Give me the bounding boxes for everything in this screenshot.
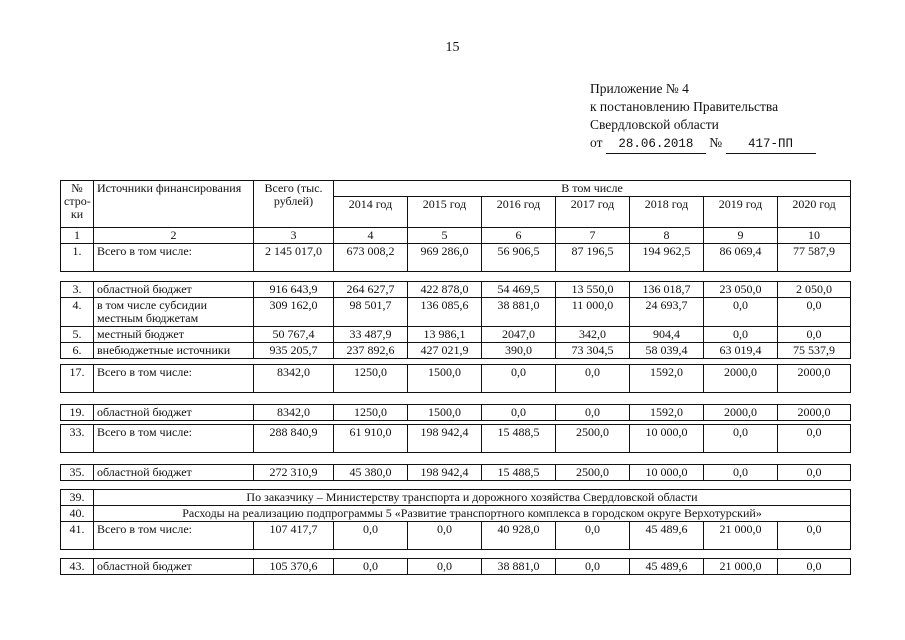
- funding-source: местный бюджет: [94, 327, 254, 343]
- year-value: 342,0: [556, 327, 630, 343]
- header-row-number: № стро-ки: [61, 181, 94, 228]
- number-prefix: №: [709, 135, 723, 150]
- year-value: 38 881,0: [482, 559, 556, 575]
- year-value: 0,0: [778, 327, 851, 343]
- table-fragment: [60, 424, 851, 453]
- funding-source: областной бюджет: [94, 405, 254, 421]
- year-value: 0,0: [556, 365, 630, 393]
- year-value: 13 986,1: [408, 327, 482, 343]
- year-value: 2000,0: [778, 365, 851, 393]
- year-value: 0,0: [556, 405, 630, 421]
- year-value: 45 489,6: [630, 522, 704, 550]
- header-year: 2017 год: [556, 197, 630, 228]
- page-number: 15: [445, 40, 460, 55]
- table-row: [61, 425, 851, 453]
- funding-source: внебюджетные источники: [94, 343, 254, 359]
- row-number: 41.: [61, 522, 94, 550]
- year-value: 58 039,4: [630, 343, 704, 359]
- total-value: 288 840,9: [254, 425, 334, 453]
- table-fragment: [60, 489, 851, 550]
- section-heading: Расходы на реализацию подпрограммы 5 «Развитие транспортного комплекса в городском округе Верхотурский»: [94, 506, 851, 522]
- year-value: 15 488,5: [482, 465, 556, 481]
- column-number: 1: [61, 228, 94, 244]
- funding-source: Всего в том числе:: [94, 365, 254, 393]
- row-number: 19.: [61, 405, 94, 421]
- funding-source: областной бюджет: [94, 559, 254, 575]
- year-value: 56 906,5: [482, 244, 556, 272]
- funding-source: в том числе субсидии местным бюджетам: [94, 298, 254, 327]
- year-value: 198 942,4: [408, 465, 482, 481]
- year-value: 87 196,5: [556, 244, 630, 272]
- year-value: 0,0: [778, 522, 851, 550]
- row-number: 39.: [61, 490, 94, 506]
- table-row: [61, 298, 851, 327]
- year-value: 264 627,7: [334, 282, 408, 298]
- decree-number: 417-ПП: [726, 135, 816, 154]
- total-value: 8342,0: [254, 365, 334, 393]
- year-value: 10 000,0: [630, 425, 704, 453]
- table-fragment: [60, 364, 851, 393]
- year-value: 1250,0: [334, 365, 408, 393]
- date-prefix: от: [590, 135, 603, 150]
- row-number: 5.: [61, 327, 94, 343]
- year-value: 0,0: [704, 465, 778, 481]
- header-including: В том числе: [334, 181, 851, 197]
- header-year: 2015 год: [408, 197, 482, 228]
- year-value: 2047,0: [482, 327, 556, 343]
- table-fragment: [60, 281, 851, 359]
- total-value: 107 417,7: [254, 522, 334, 550]
- year-value: 1250,0: [334, 405, 408, 421]
- total-value: 272 310,9: [254, 465, 334, 481]
- year-value: 2500,0: [556, 465, 630, 481]
- year-value: 75 537,9: [778, 343, 851, 359]
- year-value: 38 881,0: [482, 298, 556, 327]
- year-value: 21 000,0: [704, 559, 778, 575]
- year-value: 21 000,0: [704, 522, 778, 550]
- table-row: [61, 327, 851, 343]
- column-numbers-row: [61, 228, 851, 244]
- year-value: 969 286,0: [408, 244, 482, 272]
- table-row: [61, 343, 851, 359]
- table-row: [61, 365, 851, 393]
- year-value: 390,0: [482, 343, 556, 359]
- year-value: 194 962,5: [630, 244, 704, 272]
- funding-source: Всего в том числе:: [94, 244, 254, 272]
- row-number: 4.: [61, 298, 94, 327]
- total-value: 50 767,4: [254, 327, 334, 343]
- column-number: 10: [778, 228, 851, 244]
- total-value: 8342,0: [254, 405, 334, 421]
- funding-source: областной бюджет: [94, 282, 254, 298]
- year-value: 136 085,6: [408, 298, 482, 327]
- year-value: 1592,0: [630, 405, 704, 421]
- year-value: 24 693,7: [630, 298, 704, 327]
- column-number: 3: [254, 228, 334, 244]
- section-heading: По заказчику – Министерству транспорта и дорожного хозяйства Свердловской области: [94, 490, 851, 506]
- header-year: 2014 год: [334, 197, 408, 228]
- year-value: 63 019,4: [704, 343, 778, 359]
- year-value: 73 304,5: [556, 343, 630, 359]
- year-value: 1592,0: [630, 365, 704, 393]
- year-value: 136 018,7: [630, 282, 704, 298]
- table-row: [61, 490, 851, 506]
- appendix-title: Приложение № 4: [590, 81, 689, 96]
- table-row: [61, 559, 851, 575]
- table-row: [61, 522, 851, 550]
- year-value: 0,0: [482, 405, 556, 421]
- column-number: 5: [408, 228, 482, 244]
- year-value: 2 050,0: [778, 282, 851, 298]
- table-fragment: [60, 404, 851, 421]
- header-year: 2018 год: [630, 197, 704, 228]
- year-value: 198 942,4: [408, 425, 482, 453]
- year-value: 2000,0: [778, 405, 851, 421]
- header-row: [61, 181, 851, 197]
- table-row: [61, 244, 851, 272]
- year-value: 40 928,0: [482, 522, 556, 550]
- row-number: 35.: [61, 465, 94, 481]
- table-row: [61, 506, 851, 522]
- column-number: 4: [334, 228, 408, 244]
- total-value: 935 205,7: [254, 343, 334, 359]
- year-value: 0,0: [704, 327, 778, 343]
- total-value: 309 162,0: [254, 298, 334, 327]
- funding-source: областной бюджет: [94, 465, 254, 481]
- year-value: 11 000,0: [556, 298, 630, 327]
- year-value: 0,0: [704, 298, 778, 327]
- year-value: 15 488,5: [482, 425, 556, 453]
- year-value: 904,4: [630, 327, 704, 343]
- year-value: 54 469,5: [482, 282, 556, 298]
- year-value: 427 021,9: [408, 343, 482, 359]
- year-value: 2000,0: [704, 405, 778, 421]
- header-total: Всего (тыс. рублей): [254, 181, 334, 228]
- row-number: 33.: [61, 425, 94, 453]
- column-number: 7: [556, 228, 630, 244]
- year-value: 13 550,0: [556, 282, 630, 298]
- row-number: 43.: [61, 559, 94, 575]
- row-number: 6.: [61, 343, 94, 359]
- year-value: 0,0: [778, 425, 851, 453]
- row-number: 17.: [61, 365, 94, 393]
- year-value: 0,0: [704, 425, 778, 453]
- table-row: [61, 282, 851, 298]
- header-year: 2016 год: [482, 197, 556, 228]
- table-fragment: [60, 558, 851, 575]
- year-value: 0,0: [778, 465, 851, 481]
- year-value: 23 050,0: [704, 282, 778, 298]
- year-value: 0,0: [778, 559, 851, 575]
- row-number: 1.: [61, 244, 94, 272]
- total-value: 105 370,6: [254, 559, 334, 575]
- row-number: 40.: [61, 506, 94, 522]
- year-value: 0,0: [408, 559, 482, 575]
- year-value: 673 008,2: [334, 244, 408, 272]
- header-year: 2019 год: [704, 197, 778, 228]
- year-value: 0,0: [778, 298, 851, 327]
- column-number: 8: [630, 228, 704, 244]
- year-value: 2500,0: [556, 425, 630, 453]
- column-number: 2: [94, 228, 254, 244]
- year-value: 0,0: [408, 522, 482, 550]
- year-value: 10 000,0: [630, 465, 704, 481]
- year-value: 61 910,0: [334, 425, 408, 453]
- appendix-header: [590, 80, 816, 154]
- year-value: 237 892,6: [334, 343, 408, 359]
- column-number: 9: [704, 228, 778, 244]
- year-value: 2000,0: [704, 365, 778, 393]
- funding-source: Всего в том числе:: [94, 522, 254, 550]
- row-number: 3.: [61, 282, 94, 298]
- year-value: 1500,0: [408, 405, 482, 421]
- year-value: 33 487,9: [334, 327, 408, 343]
- header-year: 2020 год: [778, 197, 851, 228]
- year-value: 45 380,0: [334, 465, 408, 481]
- year-value: 45 489,6: [630, 559, 704, 575]
- year-value: 0,0: [334, 559, 408, 575]
- year-value: 0,0: [482, 365, 556, 393]
- total-value: 916 643,9: [254, 282, 334, 298]
- table-row: [61, 465, 851, 481]
- year-value: 422 878,0: [408, 282, 482, 298]
- table-fragment: [60, 180, 851, 272]
- appendix-date-line: [590, 134, 816, 154]
- appendix-decree: к постановлению Правительства: [590, 99, 779, 114]
- total-value: 2 145 017,0: [254, 244, 334, 272]
- year-value: 0,0: [556, 559, 630, 575]
- table-row: [61, 405, 851, 421]
- year-value: 0,0: [334, 522, 408, 550]
- year-value: 1500,0: [408, 365, 482, 393]
- year-value: 0,0: [556, 522, 630, 550]
- funding-source: Всего в том числе:: [94, 425, 254, 453]
- year-value: 98 501,7: [334, 298, 408, 327]
- appendix-region: Свердловской области: [590, 117, 719, 132]
- year-value: 77 587,9: [778, 244, 851, 272]
- table-fragment: [60, 464, 851, 481]
- decree-date: 28.06.2018: [606, 135, 706, 154]
- column-number: 6: [482, 228, 556, 244]
- header-sources: Источники финансирования: [94, 181, 254, 228]
- year-value: 86 069,4: [704, 244, 778, 272]
